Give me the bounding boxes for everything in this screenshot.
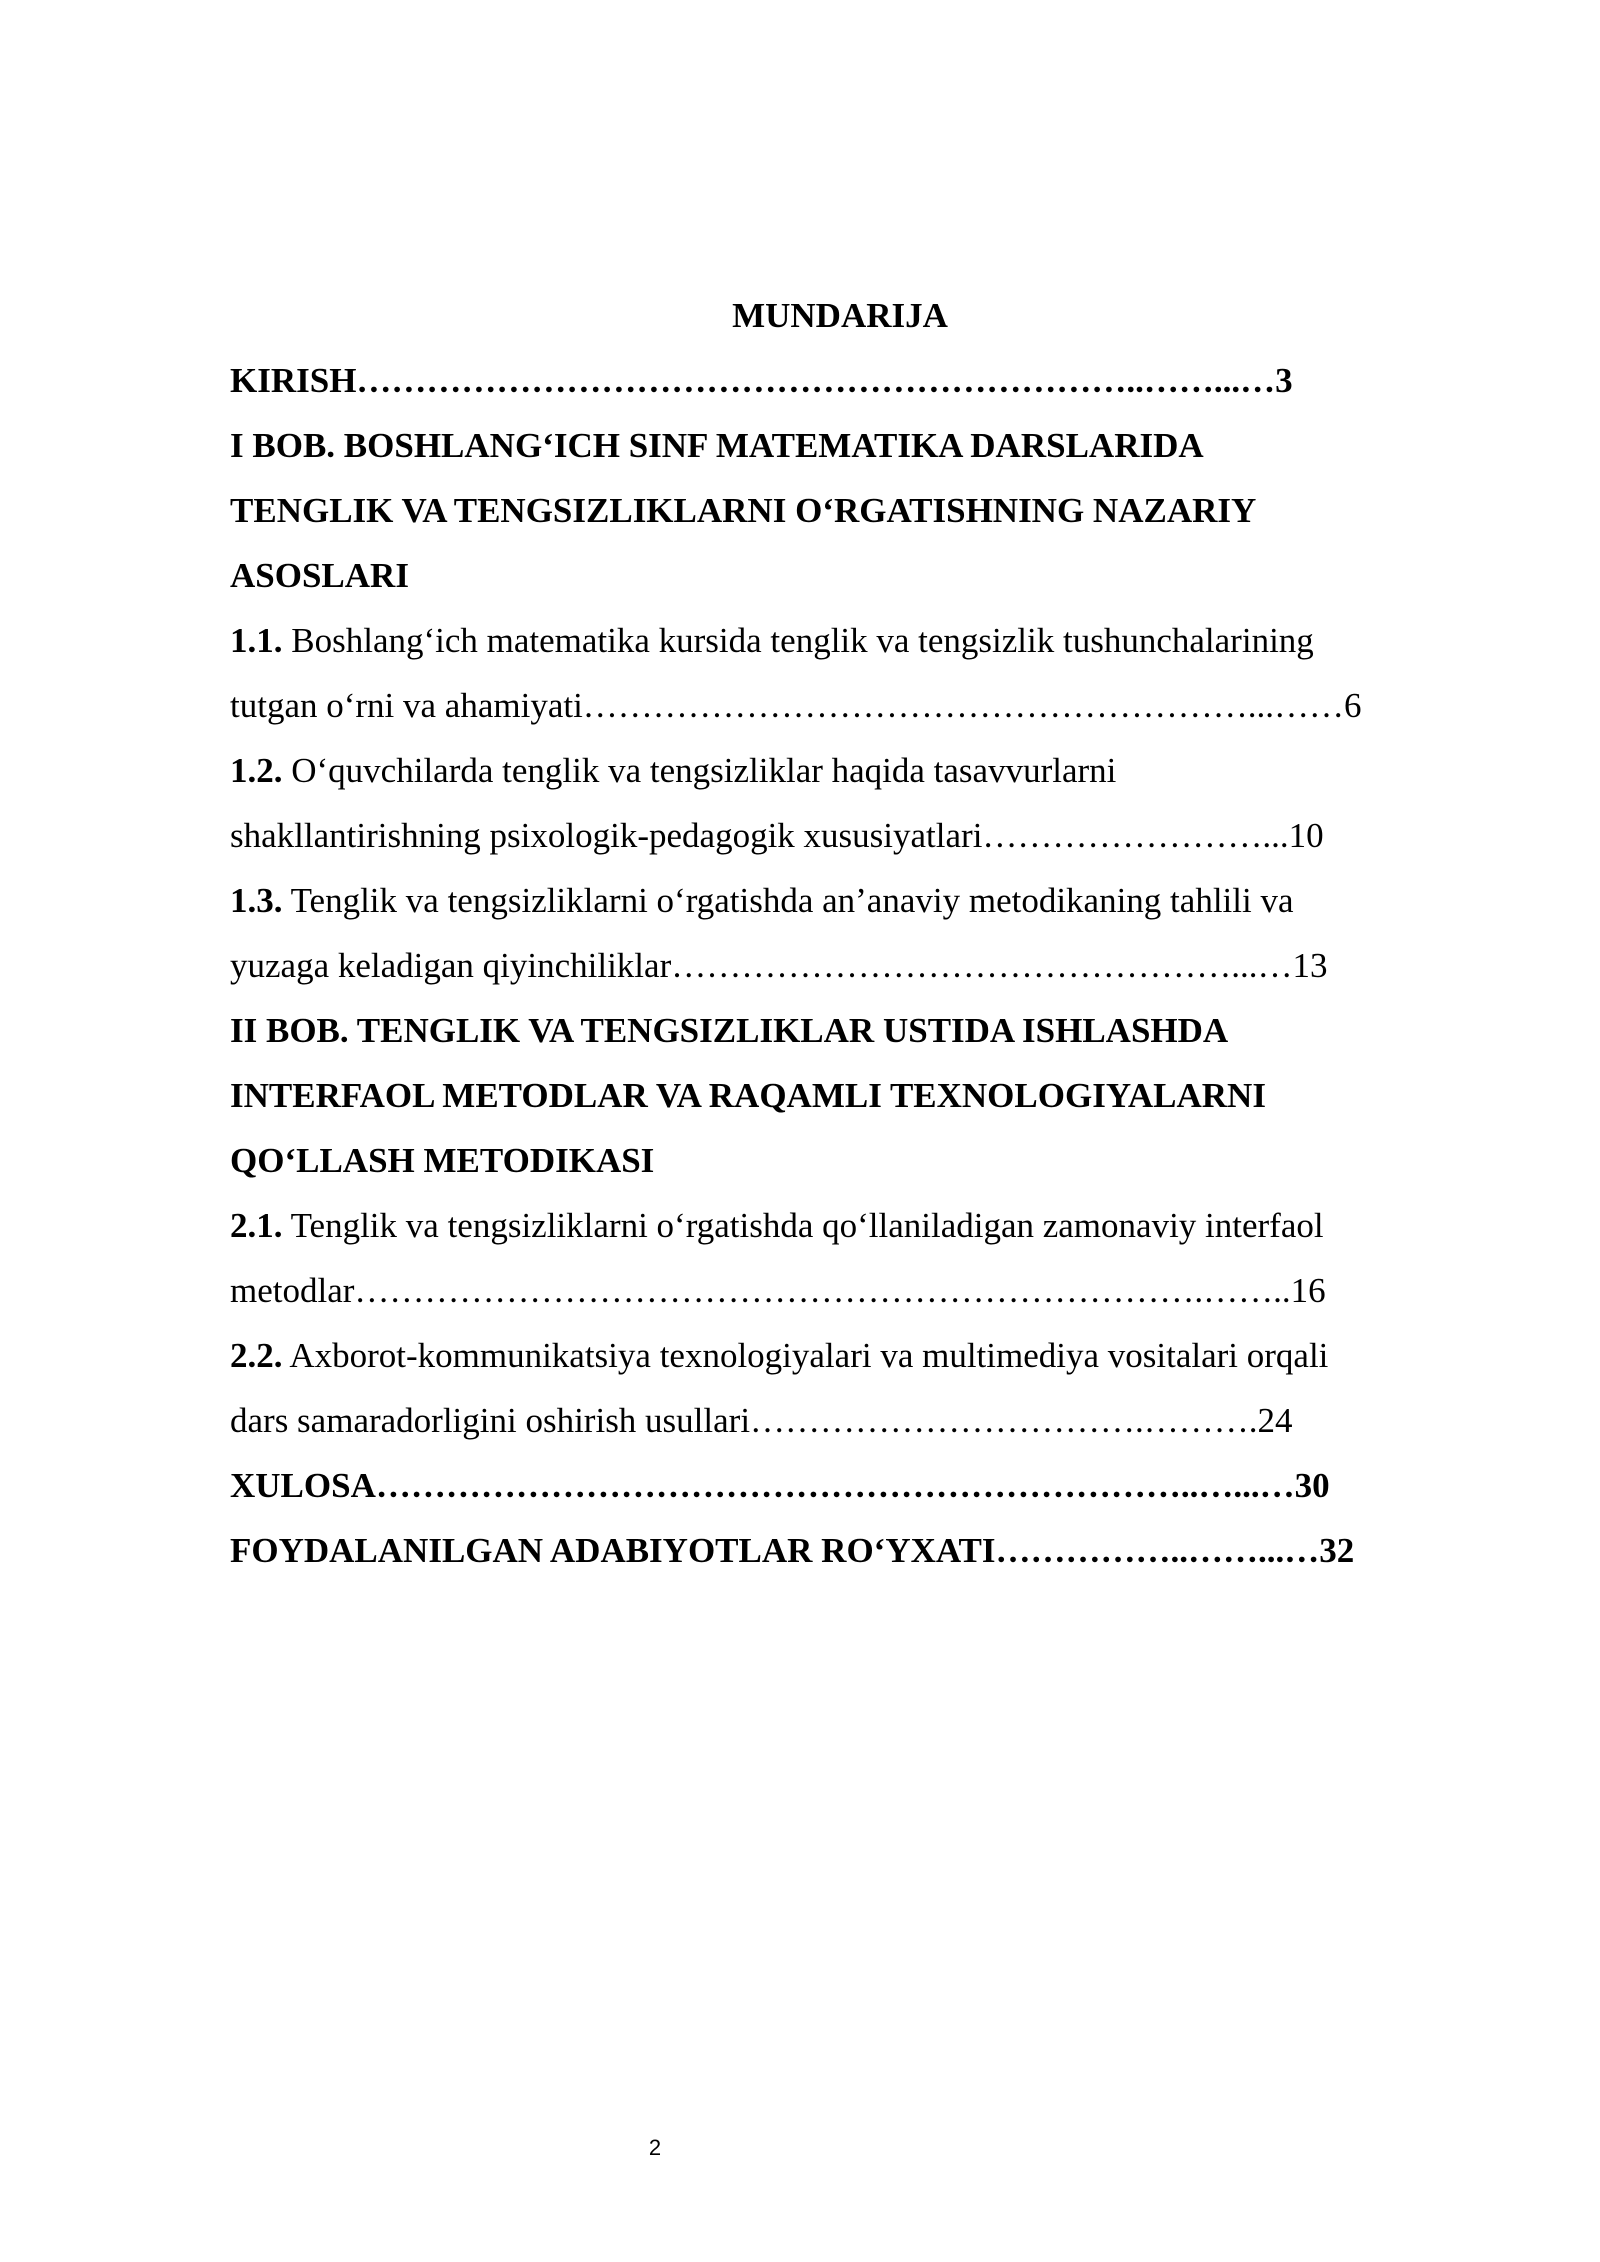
- toc-entry-kirish: KIRISH…………………………………………………………..……...…3: [230, 361, 1293, 400]
- section-number: 1.3.: [230, 881, 283, 920]
- toc-section-1-3-line-1: [230, 868, 1450, 933]
- section-title-text: Boshlang‘ich matematika kursida tenglik va tengsizlik tushunchalarining: [282, 621, 1314, 660]
- section-number: 1.2.: [230, 751, 283, 790]
- toc-section-1-1-line-1: [230, 608, 1450, 673]
- toc-chapter-1-line-3: ASOSLARI: [230, 556, 409, 595]
- toc-chapter-2-line-1: II BOB. TENGLIK VA TENGSIZLIKLAR USTIDA ISHLASHDA: [230, 1011, 1229, 1050]
- toc-chapter-2-line-2: INTERFAOL METODLAR VA RAQAMLI TEXNOLOGIYALARNI: [230, 1076, 1266, 1115]
- toc-title: MUNDARIJA: [732, 296, 948, 335]
- toc-section-2-2-line-1: [230, 1323, 1450, 1388]
- section-title-text: Tenglik va tengsizliklarni o‘rgatishda an’anaviy metodikaning tahlili va: [282, 881, 1294, 920]
- toc-entry-xulosa: XULOSA……………………………………………………………..…...…30: [230, 1466, 1330, 1505]
- toc-section-2-1-line-2: metodlar……………………………………………………………….……..16: [230, 1271, 1326, 1310]
- toc-section-1-3-line-2: yuzaga keladigan qiyinchiliklar…………………………………………...…13: [230, 946, 1328, 985]
- toc-entry-references: FOYDALANILGAN ADABIYOTLAR RO‘YXATI……………..……...…32: [230, 1531, 1355, 1570]
- page-number: 2: [648, 2135, 662, 2160]
- section-title-text: Axborot-kommunikatsiya texnologiyalari va multimediya vositalari orqali: [282, 1336, 1329, 1375]
- toc-chapter-2-line-3: QO‘LLASH METODIKASI: [230, 1141, 655, 1180]
- section-title-text: Tenglik va tengsizliklarni o‘rgatishda qo‘llaniladigan zamonaviy interfaol: [282, 1206, 1324, 1245]
- toc-section-2-2-line-2: dars samaradorligini oshirish usullari…………………………….……….24: [230, 1401, 1293, 1440]
- toc-section-1-1-line-2: tutgan o‘rni va ahamiyati…………………………………………………...……6: [230, 686, 1362, 725]
- table-of-contents: [230, 283, 1450, 1583]
- toc-chapter-1-line-2: TENGLIK VA TENGSIZLIKLARNI O‘RGATISHNING NAZARIY: [230, 491, 1257, 530]
- toc-section-1-2-line-2: shakllantirishning psixologik-pedagogik xususiyatlari……………………...10: [230, 816, 1324, 855]
- section-title-text: O‘quvchilarda tenglik va tengsizliklar haqida tasavvurlarni: [282, 751, 1117, 790]
- toc-section-2-1-line-1: [230, 1193, 1450, 1258]
- toc-chapter-1-line-1: I BOB. BOSHLANG‘ICH SINF MATEMATIKA DARSLARIDA: [230, 426, 1204, 465]
- toc-section-1-2-line-1: [230, 738, 1450, 803]
- section-number: 2.2.: [230, 1336, 283, 1375]
- section-number: 1.1.: [230, 621, 283, 660]
- section-number: 2.1.: [230, 1206, 283, 1245]
